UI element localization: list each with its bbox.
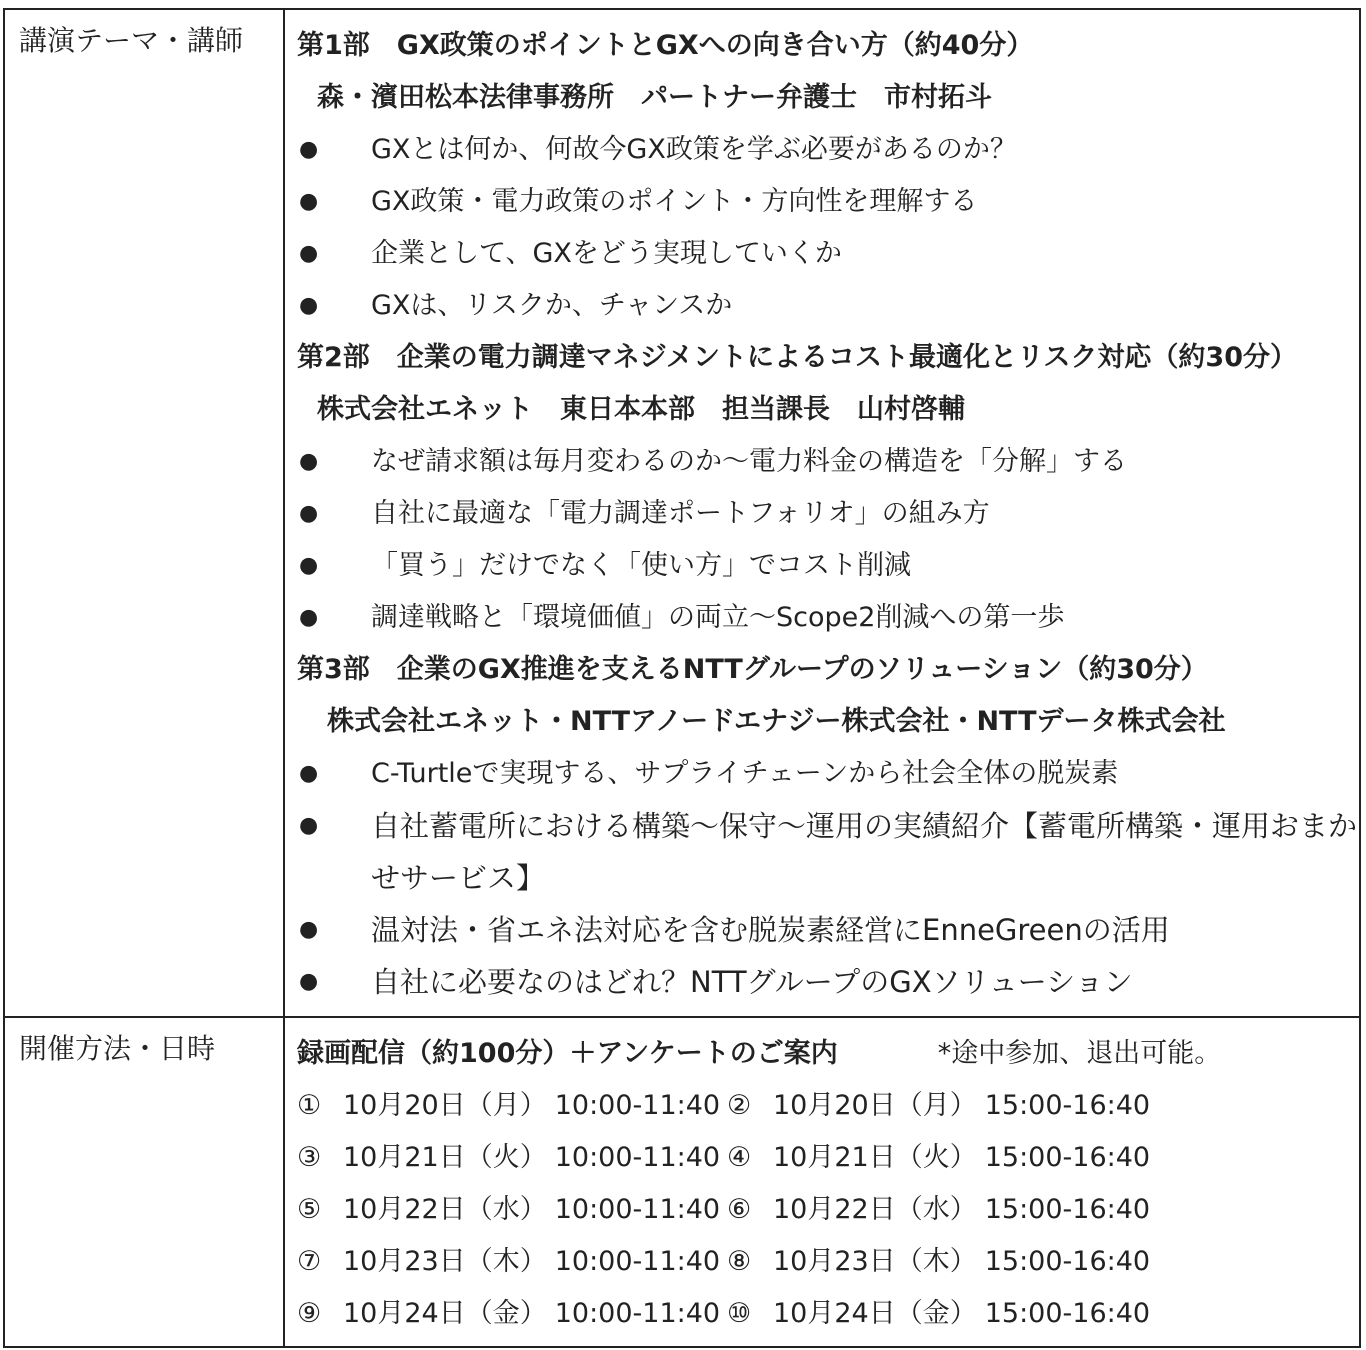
theme-content [284,9,1360,1017]
list-item: ● 自社蓄電所における構築～保守～運用の実績紹介【蓄電所構築・運用おまか [297,800,1359,852]
part1-speaker: 森・濱田松本法律事務所 パートナー弁護士 市村拓斗 [317,82,992,113]
part3-speaker: 株式会社エネット・NTTアノードエナジー株式会社・NTTデータ株式会社 [327,706,1226,737]
schedule-slot: ③ 10月21日（火） 10:00-11:40 [297,1142,721,1173]
bullet-icon: ● [299,917,319,942]
schedule-slot: ⑩ 10月24日（金） 15:00-16:40 [727,1298,1151,1329]
bullet-icon: ● [299,605,319,630]
bullet-icon: ● [299,501,319,526]
list-item: ● GX政策・電力政策のポイント・方向性を理解する [297,176,1359,228]
schedule-content [284,1017,1360,1347]
schedule-row [297,1184,1359,1236]
schedule-slot: ⑥ 10月22日（水） 15:00-16:40 [727,1194,1151,1225]
list-item: ● 温対法・省エネ法対応を含む脱炭素経営にEnneGreenの活用 [297,904,1359,956]
list-item-continuation: せサービス】 [371,861,546,895]
part2-title: 第2部 企業の電力調達マネジメントによるコスト最適化とリスク対応（約30分） [297,342,1298,373]
list-item: ● 調達戦略と「環境価値」の両立～Scope2削減への第一歩 [297,592,1359,644]
seminar-info-table [3,8,1361,1348]
bullet-icon: ● [299,137,319,162]
list-item: ● 「買う」だけでなく「使い方」でコスト削減 [297,540,1359,592]
list-item: ● GXとは何か、何故今GX政策を学ぶ必要があるのか？ [297,124,1359,176]
bullet-icon: ● [299,241,319,266]
part2-speaker: 株式会社エネット 東日本本部 担当課長 山村啓輔 [317,394,965,425]
schedule-slot: ① 10月20日（月） 10:00-11:40 [297,1090,721,1121]
list-item: ● 企業として、GXをどう実現していくか [297,228,1359,280]
table-row [4,9,1360,1017]
schedule-row [297,1132,1359,1184]
bullet-icon: ● [299,553,319,578]
bullet-icon: ● [299,813,319,838]
bullet-icon: ● [299,761,319,786]
table-row [4,1017,1360,1347]
bullet-icon: ● [299,969,319,994]
schedule-slot: ⑧ 10月23日（木） 15:00-16:40 [727,1246,1151,1277]
schedule-slot: ⑨ 10月24日（金） 10:00-11:40 [297,1298,721,1329]
schedule-row [297,1080,1359,1132]
schedule-row [297,1236,1359,1288]
list-item: ● なぜ請求額は毎月変わるのか～電力料金の構造を「分解」する [297,436,1359,488]
list-item: ● GXは、リスクか、チャンスか [297,280,1359,332]
schedule-slot: ② 10月20日（月） 15:00-16:40 [727,1090,1151,1121]
bullet-icon: ● [299,189,319,214]
participation-note: *途中参加、退出可能。 [937,1038,1222,1069]
list-item: ● 自社に最適な「電力調達ポートフォリオ」の組み方 [297,488,1359,540]
bullet-icon: ● [299,449,319,474]
part1-title: 第1部 GX政策のポイントとGXへの向き合い方（約40分） [297,30,1034,61]
schedule-slot: ⑦ 10月23日（木） 10:00-11:40 [297,1246,721,1277]
part3-title: 第3部 企業のGX推進を支えるNTTグループのソリューション（約30分） [297,654,1208,685]
row-label-theme: 講演テーマ・講師 [4,9,284,1017]
list-item: ● C-Turtleで実現する、サプライチェーンから社会全体の脱炭素 [297,748,1359,800]
delivery-method [297,1028,1359,1080]
bullet-icon: ● [299,293,319,318]
list-item: ● 自社に必要なのはどれ？NTTグループのGXソリューション [297,956,1359,1008]
schedule-row [297,1288,1359,1340]
delivery-title: 録画配信（約100分）＋アンケートのご案内 [297,1038,838,1069]
row-label-schedule: 開催方法・日時 [4,1017,284,1347]
schedule-slot: ⑤ 10月22日（水） 10:00-11:40 [297,1194,721,1225]
schedule-slot: ④ 10月21日（火） 15:00-16:40 [727,1142,1151,1173]
